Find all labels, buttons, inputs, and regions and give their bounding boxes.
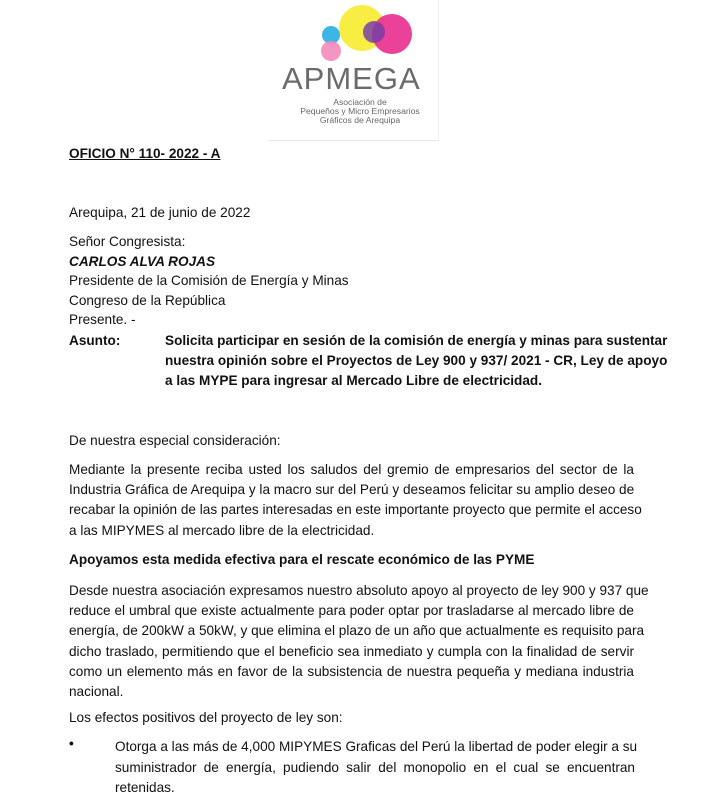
logo-subtitle-line: Pequeños y Micro Empresarios: [300, 106, 420, 116]
paragraph-intro: [69, 460, 642, 541]
reference-number: OFICIO N° 110- 2022 - A: [69, 146, 221, 161]
paragraph-line: energía, de 200kW a 50kW, y que elimina el plazo de un año que actualmente es requisito para: [69, 623, 645, 639]
subject-text: [165, 331, 668, 391]
section-heading: Apoyamos esta medida efectiva para el rescate económico de las PYME: [69, 552, 535, 567]
bullet-line: suministrador de energía, pudiendo salir del monopolio en el cual se encuentran: [115, 759, 635, 775]
paragraph-line: Desde nuestra asociación expresamos nuestro absoluto apoyo al proyecto de ley 900 y 937 que: [69, 583, 649, 598]
paragraph-line: Mediante la presente reciba usted los saludos del gremio de empresarios del sector de la: [69, 462, 634, 477]
bullet-line: Otorga a las más de 4,000 MIPYMES Graficas del Perú la libertad de poder elegir a su: [115, 739, 638, 754]
recipient-salutation: Señor Congresista:: [69, 234, 186, 249]
effects-intro: Los efectos positivos del proyecto de ley son:: [69, 710, 343, 725]
paragraph-line: como un elemento más en favor de la subsistencia de nuestra pequeña y mediana industria: [69, 663, 634, 679]
paragraph-line: recabar la opinión de las partes interesadas en este importante proyecto que permite el acceso: [69, 502, 642, 518]
paragraph-line: reduce el umbral que existe actualmente para poder optar por trasladarse al mercado libre de: [69, 603, 634, 619]
bullet-item: [115, 737, 638, 799]
letter-date: Arequipa, 21 de junio de 2022: [69, 205, 251, 220]
paragraph-line: Industria Gráfica de Arequipa y la macro sur del Perú y deseamos felicitar su amplio deseo de: [69, 482, 635, 498]
logo-subtitle-line: Gráficos de Arequipa: [319, 115, 401, 125]
recipient-block: [69, 232, 349, 330]
bullet-marker: •: [69, 736, 74, 751]
logo-subtitle-line: Asociación de: [333, 97, 387, 107]
subject-line: a las MYPE para ingresar al Mercado Libre de electricidad.: [165, 373, 543, 388]
recipient-closing: Presente. -: [69, 312, 136, 328]
recipient-name: CARLOS ALVA ROJAS: [69, 253, 216, 269]
paragraph-line: a las MIPYMES al mercado libre de la electricidad.: [69, 522, 375, 538]
subject-label: Asunto:: [69, 333, 121, 348]
paragraph-line: nacional.: [69, 684, 124, 700]
greeting: De nuestra especial consideración:: [69, 433, 281, 448]
logo-subtitle: [294, 98, 426, 125]
apmega-logo: [268, 0, 439, 141]
paragraph-support: [69, 581, 649, 702]
bullet-line: retenidas.: [115, 780, 175, 796]
subject-line: Solicita participar en sesión de la comisión de energía y minas para sustentar: [165, 333, 668, 348]
recipient-institution: Congreso de la República: [69, 292, 226, 308]
subject-line: nuestra opinión sobre el Proyectos de Ley 900 y 937/ 2021 - CR, Ley de apoyo: [165, 353, 668, 368]
paragraph-line: dicho traslado, permitiendo que el beneficio sea inmediato y cumpla con la finalidad de servir: [69, 643, 634, 659]
logo-name: APMEGA: [282, 61, 421, 96]
recipient-position: Presidente de la Comisión de Energía y Minas: [69, 273, 349, 289]
